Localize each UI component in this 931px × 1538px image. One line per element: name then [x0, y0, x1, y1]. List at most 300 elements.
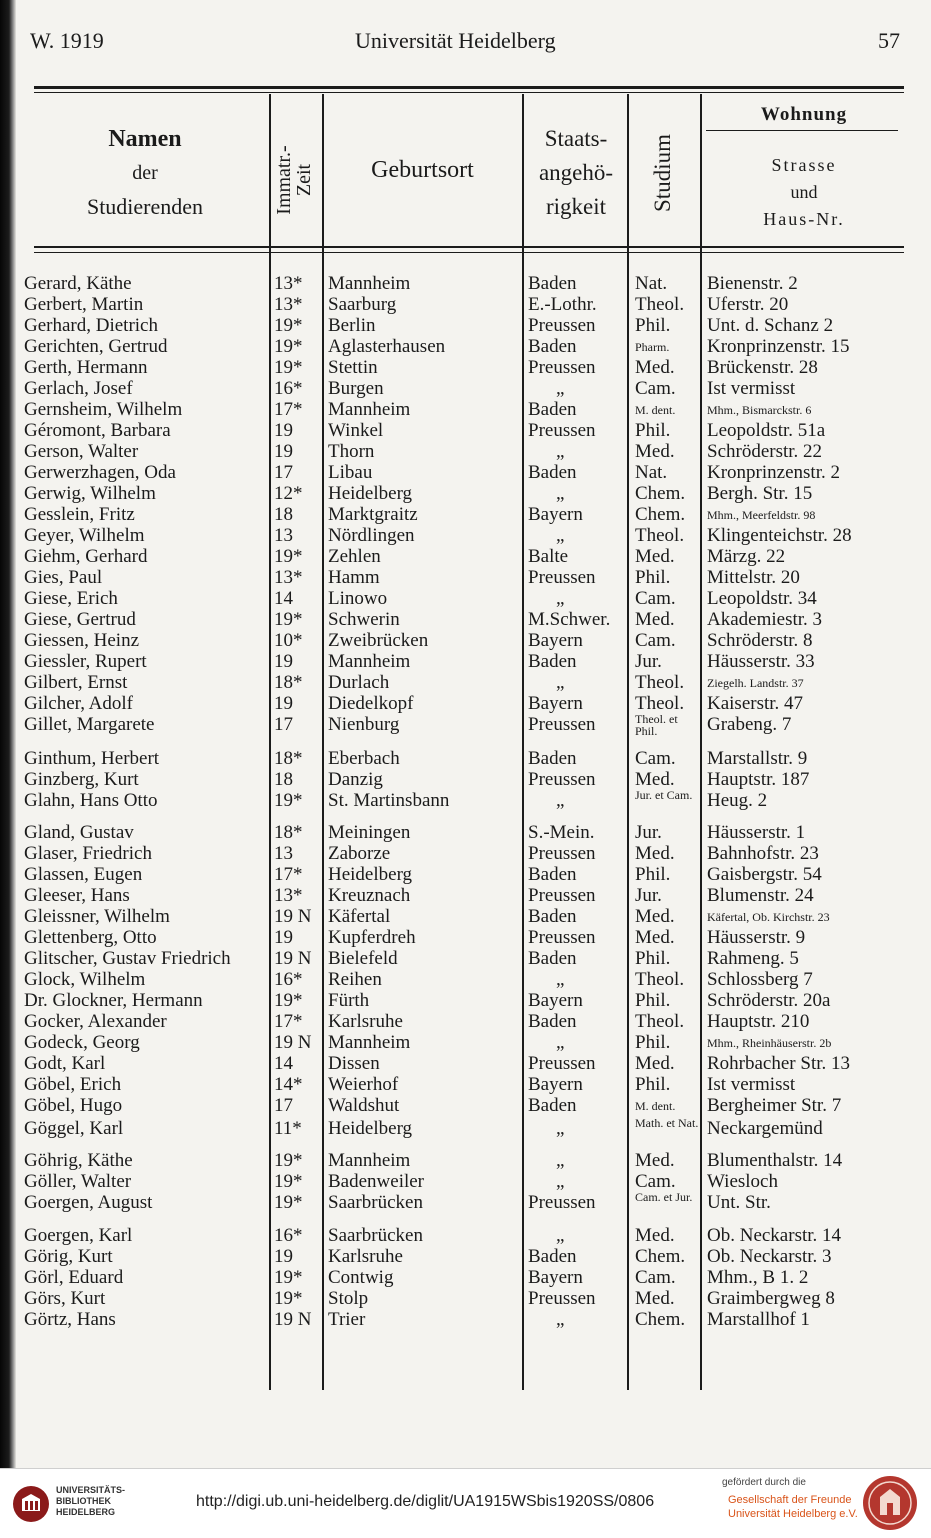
address: Blumenthalstr. 14 — [707, 1151, 843, 1171]
birthplace: Stettin — [328, 358, 378, 378]
citizenship: Baden — [528, 462, 577, 483]
citizenship: „ — [556, 672, 565, 693]
immatriculation-time: 19 — [274, 441, 293, 462]
birthplace: Winkel — [328, 421, 384, 441]
table-row — [0, 484, 931, 504]
student-name: Glaser, Friedrich — [24, 844, 152, 864]
birthplace: Heidelberg — [328, 865, 413, 885]
citizenship: Baden — [528, 906, 577, 927]
table-row — [0, 526, 931, 546]
field-of-study: Cam. — [635, 748, 676, 769]
table-row — [0, 788, 931, 811]
table-row — [0, 1172, 931, 1192]
col-header-name — [40, 122, 250, 224]
col-header-staat-3: rigkeit — [545, 194, 607, 219]
table-row — [0, 652, 931, 672]
immatriculation-time: 13* — [274, 885, 303, 906]
immatriculation-time: 19 — [274, 693, 293, 714]
table-row — [0, 1268, 931, 1288]
birthplace: Saarburg — [328, 295, 397, 315]
citizenship: Preussen — [528, 420, 596, 441]
immatriculation-time: 17 — [274, 714, 293, 735]
address: Schröderstr. 8 — [707, 631, 813, 651]
student-name: Gilcher, Adolf — [24, 694, 133, 714]
student-name: Goergen, August — [24, 1193, 153, 1213]
address: Wiesloch — [707, 1172, 778, 1192]
citizenship: Preussen — [528, 927, 596, 948]
address: Häusserstr. 1 — [707, 823, 806, 843]
table-row — [0, 568, 931, 588]
address: Kronprinzenstr. 15 — [707, 337, 850, 357]
immatriculation-time: 19 — [274, 1246, 293, 1267]
citizenship: Baden — [528, 748, 577, 769]
table-row — [0, 970, 931, 990]
address: Schlossberg 7 — [707, 970, 813, 990]
citizenship: Bayern — [528, 1267, 583, 1288]
immatriculation-time: 14 — [274, 1053, 293, 1074]
col-header-immatr-2: Zeit — [293, 163, 315, 197]
immatriculation-time: 13* — [274, 294, 303, 315]
table-row — [0, 358, 931, 378]
student-name: Gleeser, Hans — [24, 886, 130, 906]
address: Rohrbacher Str. 13 — [707, 1054, 851, 1074]
citizenship: M.Schwer. — [528, 609, 611, 630]
col-header-name-2: der — [132, 162, 158, 184]
field-of-study: Jur. — [635, 822, 662, 843]
field-of-study: Jur. — [635, 651, 662, 672]
table-row — [0, 379, 931, 399]
immatriculation-time: 14* — [274, 1074, 303, 1095]
table-row — [0, 1289, 931, 1309]
birthplace: Marktgraitz — [328, 505, 418, 525]
immatriculation-time: 19 N — [274, 1309, 312, 1330]
table-row — [0, 589, 931, 609]
birthplace: Durlach — [328, 673, 390, 693]
birthplace: Danzig — [328, 770, 383, 790]
citizenship: S.-Mein. — [528, 822, 595, 843]
field-of-study: Med. — [635, 927, 675, 948]
student-name: Gocker, Alexander — [24, 1012, 167, 1032]
table-row — [0, 1033, 931, 1053]
address: Grabeng. 7 — [707, 715, 792, 735]
citizenship: Bayern — [528, 1074, 583, 1095]
birthplace: Diedelkopf — [328, 694, 414, 714]
address: Mittelstr. 20 — [707, 568, 800, 588]
field-of-study: Nat. — [635, 273, 668, 294]
header-semester: W. 1919 — [30, 28, 104, 53]
university-seal-icon — [862, 1475, 918, 1531]
field-of-study: Cam. — [635, 630, 676, 651]
citizenship: E.-Lothr. — [528, 294, 597, 315]
field-of-study: Phil. — [635, 948, 671, 969]
permalink[interactable]: http://digi.ub.uni-heidelberg.de/diglit/UA1915WSbis1920SS/0806 — [196, 1493, 655, 1510]
birthplace: Kreuznach — [328, 886, 411, 906]
table-row — [0, 1075, 931, 1095]
address: Hauptstr. 187 — [707, 770, 810, 790]
immatriculation-time: 13* — [274, 273, 303, 294]
table-row — [0, 991, 931, 1011]
birthplace: Reihen — [328, 970, 382, 990]
field-of-study: Med. — [635, 546, 675, 567]
table-row — [0, 770, 931, 790]
birthplace: Thorn — [328, 442, 375, 462]
birthplace: Kupferdreh — [328, 928, 416, 948]
immatriculation-time: 13* — [274, 567, 303, 588]
address: Rahmeng. 5 — [707, 949, 799, 969]
table-row — [0, 274, 931, 294]
sponsor-name-1: Gesellschaft der Freunde — [728, 1494, 852, 1506]
field-of-study: Med. — [635, 1225, 675, 1246]
student-name: Gerlach, Josef — [24, 379, 133, 399]
citizenship: Preussen — [528, 769, 596, 790]
field-of-study: Chem. — [635, 1309, 686, 1330]
immatriculation-time: 12* — [274, 483, 303, 504]
citizenship: Preussen — [528, 567, 596, 588]
field-of-study: Theol. — [635, 672, 685, 693]
field-of-study: Med. — [635, 1053, 675, 1074]
table-row — [0, 1054, 931, 1074]
field-of-study: Chem. — [635, 1246, 686, 1267]
field-of-study: Med. — [635, 441, 675, 462]
citizenship: „ — [556, 1309, 565, 1330]
field-of-study: Phil. — [635, 1074, 671, 1095]
citizenship: Preussen — [528, 714, 596, 735]
student-name: Göller, Walter — [24, 1172, 132, 1192]
table-row — [0, 1096, 931, 1116]
address: Mhm., B 1. 2 — [707, 1268, 809, 1288]
table-row — [0, 907, 931, 927]
birthplace: Eberbach — [328, 749, 400, 769]
birthplace: Nördlingen — [328, 526, 415, 546]
table-row — [0, 865, 931, 885]
birthplace: Weierhof — [328, 1075, 399, 1095]
header-bottom-rule — [34, 246, 904, 248]
birthplace: St. Martinsbann — [328, 791, 450, 811]
address: Bahnhofstr. 23 — [707, 844, 819, 864]
citizenship: Preussen — [528, 357, 596, 378]
citizenship: Preussen — [528, 1192, 596, 1213]
immatriculation-time: 18* — [274, 822, 303, 843]
header-title: Universität Heidelberg — [355, 28, 556, 53]
immatriculation-time: 11* — [274, 1118, 302, 1139]
library-name-3: HEIDELBERG — [56, 1507, 116, 1517]
address: Brückenstr. 28 — [707, 358, 818, 378]
student-name: Giessler, Rupert — [24, 652, 147, 672]
address: Leopoldstr. 34 — [707, 589, 817, 609]
table-row — [0, 928, 931, 948]
citizenship: „ — [556, 1150, 565, 1171]
student-name: Gerth, Hermann — [24, 358, 148, 378]
citizenship: „ — [556, 790, 565, 811]
birthplace: Meiningen — [328, 823, 411, 843]
citizenship: Bayern — [528, 504, 583, 525]
wohnung-subrule — [706, 130, 898, 131]
field-of-study: Nat. — [635, 462, 668, 483]
table-row — [0, 886, 931, 906]
table-row — [0, 421, 931, 441]
field-of-study: Cam. — [635, 378, 676, 399]
table-row — [0, 1116, 931, 1139]
field-of-study: Theol. — [635, 693, 685, 714]
student-name: Godeck, Georg — [24, 1033, 140, 1053]
field-of-study: Med. — [635, 906, 675, 927]
field-of-study: Jur. — [635, 885, 662, 906]
immatriculation-time: 19* — [274, 336, 303, 357]
student-name: Görtz, Hans — [24, 1310, 116, 1330]
student-name: Gillet, Margarete — [24, 715, 155, 735]
col-header-strasse — [710, 152, 898, 233]
citizenship: Preussen — [528, 1053, 596, 1074]
immatriculation-time: 19* — [274, 1171, 303, 1192]
student-name: Glettenberg, Otto — [24, 928, 157, 948]
table-row — [0, 1151, 931, 1171]
header-page-number: 57 — [878, 28, 900, 53]
field-of-study: Chem. — [635, 504, 686, 525]
citizenship: Bayern — [528, 990, 583, 1011]
immatriculation-time: 16* — [274, 1225, 303, 1246]
library-logo-icon — [12, 1485, 50, 1523]
field-of-study: Phil. — [635, 990, 671, 1011]
citizenship: Baden — [528, 273, 577, 294]
table-row — [0, 1012, 931, 1032]
immatriculation-time: 19* — [274, 609, 303, 630]
field-of-study: Cam. — [635, 1267, 676, 1288]
col-header-strasse-3: Haus-Nr. — [763, 209, 845, 229]
field-of-study: Math. et Nat. — [635, 1116, 699, 1130]
birthplace: Linowo — [328, 589, 388, 609]
birthplace: Zehlen — [328, 547, 381, 567]
col-header-name-1: Namen — [108, 126, 182, 152]
birthplace: Dissen — [328, 1054, 380, 1074]
field-of-study: Theol. — [635, 294, 685, 315]
field-of-study: Phil. — [635, 864, 671, 885]
field-of-study: Cam. — [635, 588, 676, 609]
address: Ist vermisst — [707, 1075, 796, 1095]
library-name — [56, 1485, 136, 1518]
birthplace: Käfertal — [328, 907, 391, 927]
table-row — [0, 1190, 931, 1213]
citizenship: Baden — [528, 336, 577, 357]
student-name: Göhrig, Käthe — [24, 1151, 133, 1171]
immatriculation-time: 19 — [274, 651, 293, 672]
table-row — [0, 694, 931, 714]
address: Unt. Str. — [707, 1193, 771, 1213]
col-header-immatr-1: Immatr.- — [273, 145, 295, 215]
address: Heug. 2 — [707, 791, 768, 811]
table-row — [0, 949, 931, 969]
student-name: Gernsheim, Wilhelm — [24, 400, 183, 420]
student-name: Dr. Glockner, Hermann — [24, 991, 203, 1011]
student-name: Gleissner, Wilhelm — [24, 907, 170, 927]
citizenship: Bayern — [528, 693, 583, 714]
citizenship: „ — [556, 969, 565, 990]
address: Gaisbergstr. 54 — [707, 865, 822, 885]
field-of-study: Chem. — [635, 483, 686, 504]
immatriculation-time: 13 — [274, 525, 293, 546]
birthplace: Mannheim — [328, 652, 411, 672]
address: Blumenstr. 24 — [707, 886, 814, 906]
birthplace: Waldshut — [328, 1096, 400, 1116]
citizenship: Bayern — [528, 630, 583, 651]
sponsor-name — [728, 1493, 858, 1521]
student-name: Géromont, Barbara — [24, 421, 171, 441]
citizenship: Preussen — [528, 1288, 596, 1309]
birthplace: Karlsruhe — [328, 1012, 403, 1032]
address: Uferstr. 20 — [707, 295, 789, 315]
table-row — [0, 295, 931, 315]
student-name: Gerichten, Gertrud — [24, 337, 168, 357]
footer — [0, 1468, 931, 1538]
col-header-staat — [528, 122, 624, 224]
sponsor-name-2: Universität Heidelberg e.V. — [728, 1508, 858, 1520]
student-name: Giehm, Gerhard — [24, 547, 148, 567]
address: Unt. d. Schanz 2 — [707, 316, 834, 336]
address: Bienenstr. 2 — [707, 274, 798, 294]
address: Akademiestr. 3 — [707, 610, 823, 630]
field-of-study: M. dent. — [635, 403, 676, 417]
citizenship: Baden — [528, 1095, 577, 1116]
immatriculation-time: 17 — [274, 462, 293, 483]
table-row — [0, 505, 931, 525]
field-of-study: Cam. et Jur. — [635, 1190, 693, 1204]
col-header-strasse-1: Strasse — [771, 155, 837, 175]
field-of-study: Cam. — [635, 1171, 676, 1192]
student-name: Görl, Eduard — [24, 1268, 124, 1288]
address: Ziegelh. Landstr. 37 — [707, 676, 804, 690]
col-header-name-3: Studierenden — [86, 194, 204, 219]
address: Ob. Neckarstr. 14 — [707, 1226, 842, 1246]
library-name-1: UNIVERSITÄTS- — [56, 1485, 126, 1495]
field-of-study: Phil. — [635, 567, 671, 588]
citizenship: „ — [556, 1171, 565, 1192]
citizenship: Baden — [528, 948, 577, 969]
student-name: Ginthum, Herbert — [24, 749, 160, 769]
birthplace: Stolp — [328, 1289, 369, 1309]
field-of-study: Pharm. — [635, 340, 670, 354]
address: Häusserstr. 33 — [707, 652, 815, 672]
immatriculation-time: 16* — [274, 378, 303, 399]
birthplace: Berlin — [328, 316, 376, 336]
citizenship: „ — [556, 1118, 565, 1139]
address: Mhm., Meerfeldstr. 98 — [707, 508, 816, 522]
student-name: Gesslein, Fritz — [24, 505, 135, 525]
student-name: Gerwig, Wilhelm — [24, 484, 156, 504]
immatriculation-time: 17* — [274, 864, 303, 885]
citizenship: Baden — [528, 651, 577, 672]
immatriculation-time: 19 N — [274, 1032, 312, 1053]
birthplace: Mannheim — [328, 400, 411, 420]
address: Marstallstr. 9 — [707, 749, 808, 769]
citizenship: Balte — [528, 546, 569, 567]
birthplace: Saarbrücken — [328, 1193, 423, 1213]
table-row — [0, 1247, 931, 1267]
field-of-study: Med. — [635, 357, 675, 378]
col-header-staat-1: Staats- — [544, 126, 608, 151]
student-name: Gerhard, Dietrich — [24, 316, 158, 336]
citizenship: „ — [556, 1032, 565, 1053]
immatriculation-time: 18* — [274, 748, 303, 769]
sponsor-intro: gefördert durch die — [722, 1477, 806, 1488]
birthplace: Hamm — [328, 568, 380, 588]
field-of-study: Theol. — [635, 1011, 685, 1032]
student-name: Göggel, Karl — [24, 1119, 124, 1139]
birthplace: Trier — [328, 1310, 366, 1330]
immatriculation-time: 19* — [274, 315, 303, 336]
immatriculation-time: 18* — [274, 672, 303, 693]
address: Mhm., Bismarckstr. 6 — [707, 403, 812, 417]
student-name: Giese, Erich — [24, 589, 118, 609]
field-of-study: Phil. — [635, 1032, 671, 1053]
immatriculation-time: 10* — [274, 630, 303, 651]
col-header-studium: Studium — [650, 134, 675, 212]
table-row — [0, 316, 931, 336]
immatriculation-time: 17* — [274, 399, 303, 420]
table-row — [0, 844, 931, 864]
address: Marstallhof 1 — [707, 1310, 810, 1330]
birthplace: Heidelberg — [328, 484, 413, 504]
field-of-study: Theol. — [635, 969, 685, 990]
table-row — [0, 712, 931, 738]
field-of-study: M. dent. — [635, 1099, 676, 1113]
citizenship: Baden — [528, 864, 577, 885]
student-name: Gilbert, Ernst — [24, 673, 128, 693]
address: Klingenteichstr. 28 — [707, 526, 852, 546]
immatriculation-time: 17 — [274, 1095, 293, 1116]
address: Bergheimer Str. 7 — [707, 1096, 842, 1116]
birthplace: Mannheim — [328, 274, 411, 294]
birthplace: Contwig — [328, 1268, 394, 1288]
citizenship: Preussen — [528, 315, 596, 336]
immatriculation-time: 19 — [274, 420, 293, 441]
birthplace: Karlsruhe — [328, 1247, 403, 1267]
field-of-study: Med. — [635, 1150, 675, 1171]
student-name: Görs, Kurt — [24, 1289, 106, 1309]
address: Märzg. 22 — [707, 547, 786, 567]
address: Ob. Neckarstr. 3 — [707, 1247, 832, 1267]
address: Bergh. Str. 15 — [707, 484, 813, 504]
field-of-study: Med. — [635, 769, 675, 790]
student-name: Goergen, Karl — [24, 1226, 133, 1246]
birthplace: Schwerin — [328, 610, 400, 630]
citizenship: Baden — [528, 1246, 577, 1267]
citizenship: „ — [556, 1225, 565, 1246]
citizenship: Baden — [528, 1011, 577, 1032]
table-row — [0, 337, 931, 357]
immatriculation-time: 19 — [274, 927, 293, 948]
address: Mhm., Rheinhäuserstr. 2b — [707, 1036, 832, 1050]
top-rule-thin — [34, 92, 904, 93]
citizenship: Preussen — [528, 885, 596, 906]
birthplace: Mannheim — [328, 1033, 411, 1053]
citizenship: „ — [556, 483, 565, 504]
col-header-immatr — [274, 118, 318, 242]
immatriculation-time: 16* — [274, 969, 303, 990]
table-row — [0, 631, 931, 651]
address: Graimbergweg 8 — [707, 1289, 835, 1309]
student-name: Gland, Gustav — [24, 823, 134, 843]
address: Hauptstr. 210 — [707, 1012, 810, 1032]
table-row — [0, 749, 931, 769]
student-name: Gies, Paul — [24, 568, 103, 588]
field-of-study: Theol. et Phil. — [635, 712, 678, 738]
address: Kaiserstr. 47 — [707, 694, 804, 714]
student-name: Görig, Kurt — [24, 1247, 113, 1267]
birthplace: Fürth — [328, 991, 370, 1011]
address: Kronprinzenstr. 2 — [707, 463, 840, 483]
col-header-staat-2: angehö- — [538, 160, 614, 185]
table-row — [0, 1310, 931, 1330]
immatriculation-time: 14 — [274, 588, 293, 609]
